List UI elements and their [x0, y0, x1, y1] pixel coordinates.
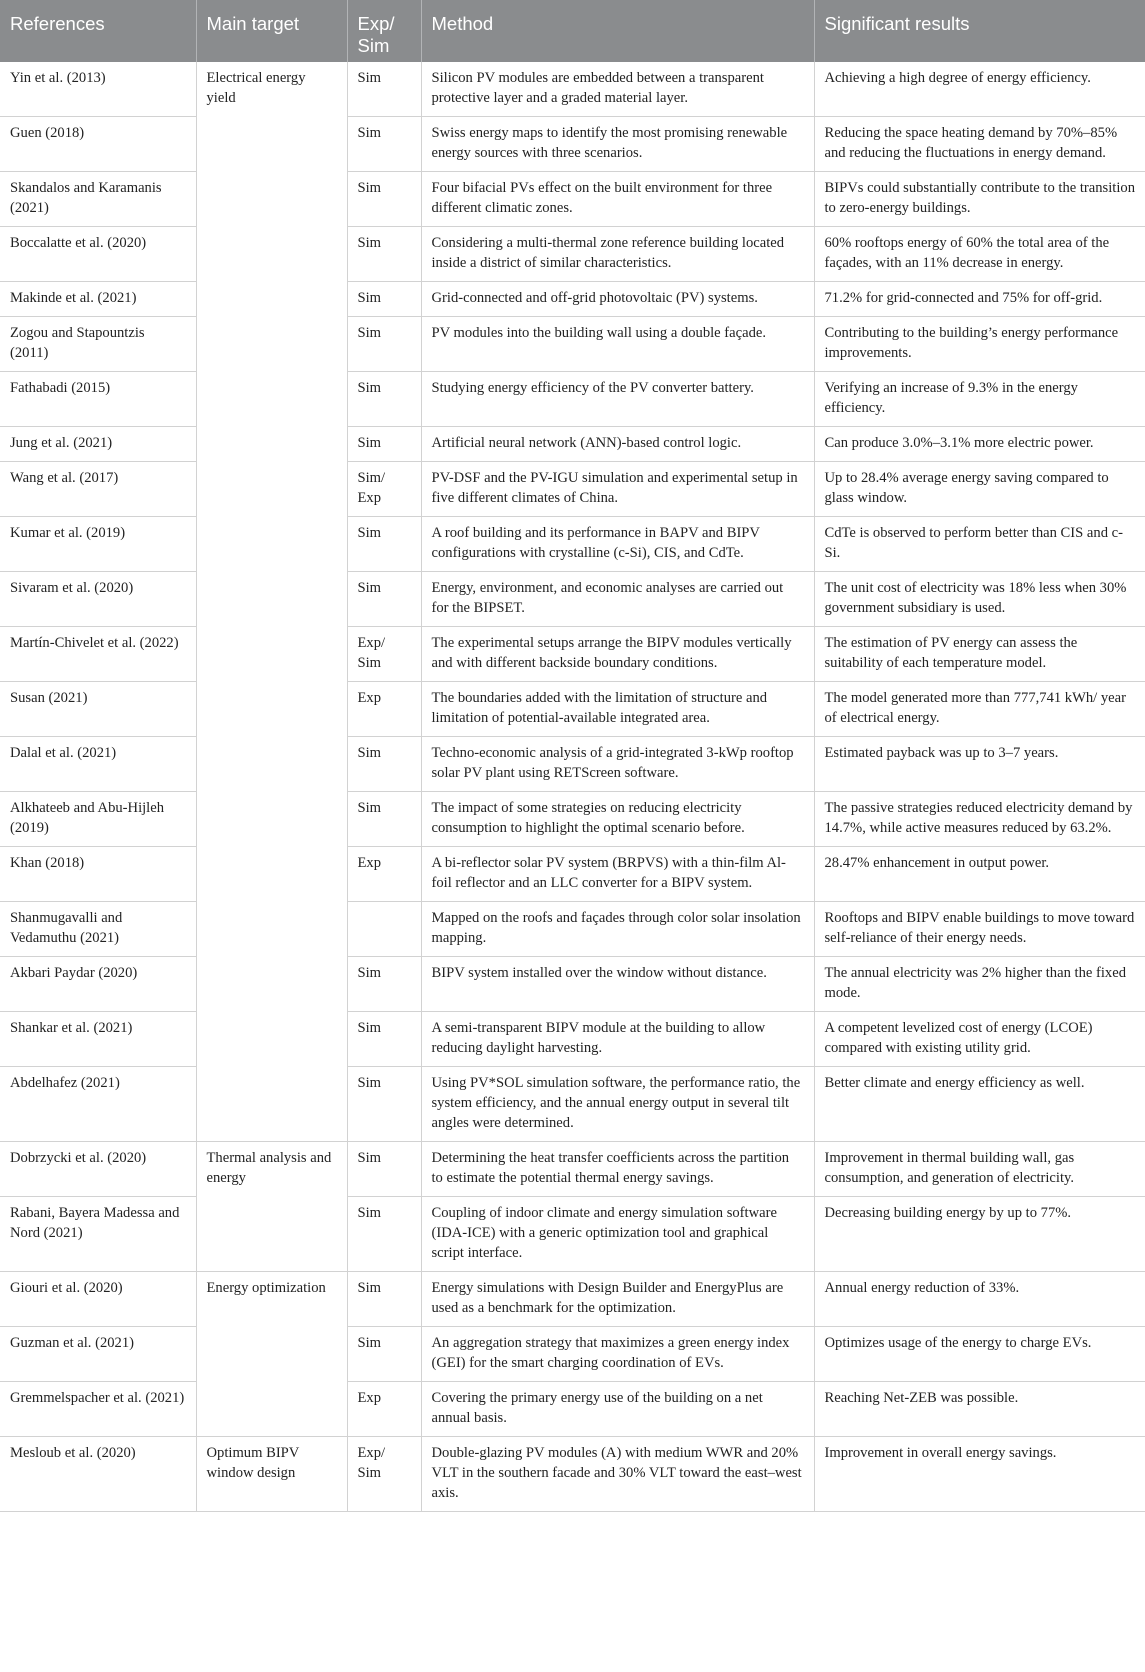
result-cell: The annual electricity was 2% higher than the fixed mode. — [814, 957, 1145, 1012]
exp-sim-cell: Sim — [347, 1067, 421, 1142]
reference-cell: Giouri et al. (2020) — [0, 1272, 196, 1327]
exp-sim-cell: Sim — [347, 227, 421, 282]
method-cell: A roof building and its performance in BAPV and BIPV configurations with crystalline (c-Si), CIS, and CdTe. — [421, 517, 814, 572]
table-row — [0, 1067, 1145, 1142]
result-cell: Up to 28.4% average energy saving compared to glass window. — [814, 462, 1145, 517]
result-cell: Decreasing building energy by up to 77%. — [814, 1197, 1145, 1272]
method-cell: Studying energy efficiency of the PV converter battery. — [421, 372, 814, 427]
reference-cell: Mesloub et al. (2020) — [0, 1437, 196, 1512]
exp-sim-cell: Sim — [347, 317, 421, 372]
reference-cell: Susan (2021) — [0, 682, 196, 737]
main-target-cell: Energy optimization — [196, 1272, 347, 1437]
result-cell: The unit cost of electricity was 18% less when 30% government subsidiary is used. — [814, 572, 1145, 627]
method-cell: Swiss energy maps to identify the most promising renewable energy sources with three scenarios. — [421, 117, 814, 172]
table-row — [0, 227, 1145, 282]
table-row — [0, 1197, 1145, 1272]
result-cell: Estimated payback was up to 3–7 years. — [814, 737, 1145, 792]
table-row — [0, 517, 1145, 572]
method-cell: Determining the heat transfer coefficients across the partition to estimate the potential thermal energy savings. — [421, 1142, 814, 1197]
table-row — [0, 1327, 1145, 1382]
exp-sim-cell: Sim — [347, 427, 421, 462]
table-header — [0, 0, 1145, 62]
exp-sim-cell: Sim — [347, 1327, 421, 1382]
table-row — [0, 737, 1145, 792]
exp-sim-cell: Sim — [347, 62, 421, 117]
reference-cell: Alkhateeb and Abu-Hijleh (2019) — [0, 792, 196, 847]
result-cell: Improvement in thermal building wall, gas consumption, and generation of electricity. — [814, 1142, 1145, 1197]
result-cell: Annual energy reduction of 33%. — [814, 1272, 1145, 1327]
method-cell: Mapped on the roofs and façades through color solar insolation mapping. — [421, 902, 814, 957]
method-cell: The impact of some strategies on reducing electricity consumption to highlight the optimal scenario before. — [421, 792, 814, 847]
reference-cell: Dalal et al. (2021) — [0, 737, 196, 792]
method-cell: Double-glazing PV modules (A) with medium WWR and 20% VLT in the southern facade and 30% VLT toward the east–west axis. — [421, 1437, 814, 1512]
table-row — [0, 1142, 1145, 1197]
table-row — [0, 627, 1145, 682]
result-cell: A competent levelized cost of energy (LCOE) compared with existing utility grid. — [814, 1012, 1145, 1067]
table-row — [0, 957, 1145, 1012]
header-exp-sim: Exp/ Sim — [347, 0, 421, 62]
reference-cell: Khan (2018) — [0, 847, 196, 902]
main-target-cell: Electrical energy yield — [196, 62, 347, 1142]
reference-cell: Boccalatte et al. (2020) — [0, 227, 196, 282]
method-cell: Using PV*SOL simulation software, the performance ratio, the system efficiency, and the annual energy output in several tilt angles were determined. — [421, 1067, 814, 1142]
result-cell: The model generated more than 777,741 kWh/ year of electrical energy. — [814, 682, 1145, 737]
result-cell: Improvement in overall energy savings. — [814, 1437, 1145, 1512]
table-row — [0, 847, 1145, 902]
exp-sim-cell: Sim — [347, 1197, 421, 1272]
reference-cell: Sivaram et al. (2020) — [0, 572, 196, 627]
method-cell: Silicon PV modules are embedded between a transparent protective layer and a graded material layer. — [421, 62, 814, 117]
method-cell: A semi-transparent BIPV module at the building to allow reducing daylight harvesting. — [421, 1012, 814, 1067]
table-row — [0, 572, 1145, 627]
reference-cell: Jung et al. (2021) — [0, 427, 196, 462]
reference-cell: Rabani, Bayera Madessa and Nord (2021) — [0, 1197, 196, 1272]
table-row — [0, 317, 1145, 372]
method-cell: Artificial neural network (ANN)-based control logic. — [421, 427, 814, 462]
exp-sim-cell: Sim — [347, 572, 421, 627]
reference-cell: Zogou and Stapountzis (2011) — [0, 317, 196, 372]
exp-sim-cell: Sim — [347, 117, 421, 172]
result-cell: Reaching Net-ZEB was possible. — [814, 1382, 1145, 1437]
table-row — [0, 462, 1145, 517]
reference-cell: Wang et al. (2017) — [0, 462, 196, 517]
reference-cell: Abdelhafez (2021) — [0, 1067, 196, 1142]
result-cell: Better climate and energy efficiency as well. — [814, 1067, 1145, 1142]
header-references: References — [0, 0, 196, 62]
method-cell: PV-DSF and the PV-IGU simulation and experimental setup in five different climates of China. — [421, 462, 814, 517]
method-cell: Four bifacial PVs effect on the built environment for three different climatic zones. — [421, 172, 814, 227]
result-cell: Contributing to the building’s energy performance improvements. — [814, 317, 1145, 372]
result-cell: Verifying an increase of 9.3% in the energy efficiency. — [814, 372, 1145, 427]
result-cell: 60% rooftops energy of 60% the total area of the façades, with an 11% decrease in energy. — [814, 227, 1145, 282]
table-row — [0, 62, 1145, 117]
method-cell: Grid-connected and off-grid photovoltaic (PV) systems. — [421, 282, 814, 317]
reference-cell: Fathabadi (2015) — [0, 372, 196, 427]
table-row — [0, 427, 1145, 462]
exp-sim-cell: Sim — [347, 172, 421, 227]
method-cell: Energy, environment, and economic analyses are carried out for the BIPSET. — [421, 572, 814, 627]
reference-cell: Shanmugavalli and Vedamuthu (2021) — [0, 902, 196, 957]
reference-cell: Akbari Paydar (2020) — [0, 957, 196, 1012]
exp-sim-cell: Exp — [347, 1382, 421, 1437]
exp-sim-cell: Sim — [347, 1142, 421, 1197]
method-cell: PV modules into the building wall using a double façade. — [421, 317, 814, 372]
exp-sim-cell: Sim — [347, 957, 421, 1012]
reference-cell: Skandalos and Karamanis (2021) — [0, 172, 196, 227]
method-cell: BIPV system installed over the window without distance. — [421, 957, 814, 1012]
reference-cell: Dobrzycki et al. (2020) — [0, 1142, 196, 1197]
method-cell: Techno-economic analysis of a grid-integrated 3-kWp rooftop solar PV plant using RETScreen software. — [421, 737, 814, 792]
exp-sim-cell: Exp — [347, 847, 421, 902]
main-target-cell: Optimum BIPV window design — [196, 1437, 347, 1512]
method-cell: An aggregation strategy that maximizes a green energy index (GEI) for the smart charging coordination of EVs. — [421, 1327, 814, 1382]
result-cell: Achieving a high degree of energy efficiency. — [814, 62, 1145, 117]
table-row — [0, 117, 1145, 172]
method-cell: A bi-reflector solar PV system (BRPVS) with a thin-film Al-foil reflector and an LLC converter for a BIPV system. — [421, 847, 814, 902]
reference-cell: Yin et al. (2013) — [0, 62, 196, 117]
exp-sim-cell — [347, 902, 421, 957]
exp-sim-cell: Sim — [347, 282, 421, 317]
method-cell: The boundaries added with the limitation of structure and limitation of potential-available integrated area. — [421, 682, 814, 737]
reference-cell: Guzman et al. (2021) — [0, 1327, 196, 1382]
header-row — [0, 0, 1145, 62]
result-cell: Reducing the space heating demand by 70%–85% and reducing the fluctuations in energy demand. — [814, 117, 1145, 172]
reference-cell: Kumar et al. (2019) — [0, 517, 196, 572]
exp-sim-cell: Sim — [347, 792, 421, 847]
exp-sim-cell: Sim — [347, 1012, 421, 1067]
result-cell: Can produce 3.0%–3.1% more electric power. — [814, 427, 1145, 462]
reference-cell: Martín-Chivelet et al. (2022) — [0, 627, 196, 682]
reference-cell: Guen (2018) — [0, 117, 196, 172]
exp-sim-cell: Exp/ Sim — [347, 1437, 421, 1512]
method-cell: The experimental setups arrange the BIPV modules vertically and with different backside boundary conditions. — [421, 627, 814, 682]
exp-sim-cell: Exp — [347, 682, 421, 737]
exp-sim-cell: Sim — [347, 1272, 421, 1327]
result-cell: 71.2% for grid-connected and 75% for off-grid. — [814, 282, 1145, 317]
method-cell: Considering a multi-thermal zone reference building located inside a district of similar characteristics. — [421, 227, 814, 282]
table-row — [0, 1382, 1145, 1437]
exp-sim-cell: Sim/ Exp — [347, 462, 421, 517]
method-cell: Coupling of indoor climate and energy simulation software (IDA-ICE) with a generic optimization tool and graphical script interface. — [421, 1197, 814, 1272]
method-cell: Energy simulations with Design Builder and EnergyPlus are used as a benchmark for the optimization. — [421, 1272, 814, 1327]
reference-cell: Shankar et al. (2021) — [0, 1012, 196, 1067]
method-cell: Covering the primary energy use of the building on a net annual basis. — [421, 1382, 814, 1437]
table-row — [0, 1272, 1145, 1327]
table-row — [0, 792, 1145, 847]
exp-sim-cell: Exp/ Sim — [347, 627, 421, 682]
table-row — [0, 282, 1145, 317]
main-target-cell: Thermal analysis and energy — [196, 1142, 347, 1272]
table-row — [0, 372, 1145, 427]
header-method: Method — [421, 0, 814, 62]
result-cell: CdTe is observed to perform better than CIS and c-Si. — [814, 517, 1145, 572]
exp-sim-cell: Sim — [347, 737, 421, 792]
result-cell: The estimation of PV energy can assess the suitability of each temperature model. — [814, 627, 1145, 682]
table-row — [0, 1437, 1145, 1512]
header-significant-results: Significant results — [814, 0, 1145, 62]
reference-cell: Gremmelspacher et al. (2021) — [0, 1382, 196, 1437]
table-body — [0, 62, 1145, 1512]
table-row — [0, 1012, 1145, 1067]
result-cell: Optimizes usage of the energy to charge EVs. — [814, 1327, 1145, 1382]
result-cell: BIPVs could substantially contribute to the transition to zero-energy buildings. — [814, 172, 1145, 227]
result-cell: Rooftops and BIPV enable buildings to move toward self-reliance of their energy needs. — [814, 902, 1145, 957]
table-row — [0, 682, 1145, 737]
table-row — [0, 902, 1145, 957]
result-cell: The passive strategies reduced electricity demand by 14.7%, while active measures reduced by 63.2%. — [814, 792, 1145, 847]
result-cell: 28.47% enhancement in output power. — [814, 847, 1145, 902]
exp-sim-cell: Sim — [347, 517, 421, 572]
reference-cell: Makinde et al. (2021) — [0, 282, 196, 317]
table-row — [0, 172, 1145, 227]
header-main-target: Main target — [196, 0, 347, 62]
exp-sim-cell: Sim — [347, 372, 421, 427]
